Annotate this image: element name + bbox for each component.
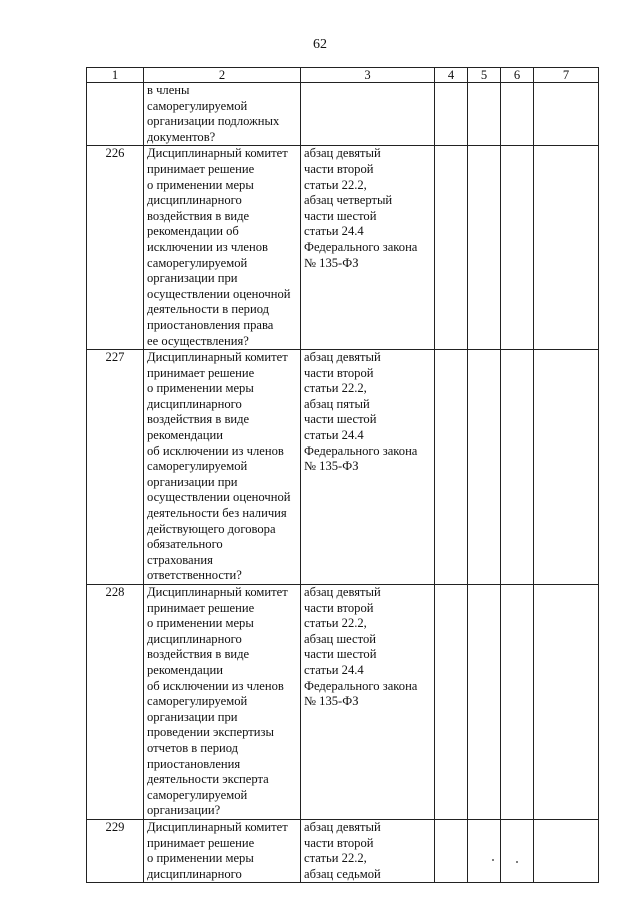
reference-line: части шестой bbox=[304, 208, 377, 223]
reference-cell bbox=[301, 819, 435, 882]
question-line: страхования bbox=[147, 552, 213, 567]
reference-line: статьи 22.2, bbox=[304, 381, 367, 396]
column-header: 4 bbox=[435, 68, 468, 83]
column-header: 2 bbox=[144, 68, 301, 83]
question-line: дисциплинарного bbox=[147, 866, 242, 881]
empty-cell bbox=[468, 350, 501, 585]
question-line: документов? bbox=[147, 129, 216, 144]
reference-line: части второй bbox=[304, 161, 374, 176]
question-line: исключении из членов bbox=[147, 239, 269, 254]
question-line: дисциплинарного bbox=[147, 631, 242, 646]
question-line: дисциплинарного bbox=[147, 193, 242, 208]
reference-line: абзац девятый bbox=[304, 146, 381, 161]
reference-line: абзац четвертый bbox=[304, 193, 393, 208]
question-line: об исключении из членов bbox=[147, 678, 284, 693]
empty-cell bbox=[435, 83, 468, 146]
empty-cell bbox=[435, 146, 468, 350]
empty-cell bbox=[501, 350, 534, 585]
question-line: саморегулируемой bbox=[147, 255, 248, 270]
question-line: организации? bbox=[147, 803, 221, 818]
question-line: действующего договора bbox=[147, 521, 276, 536]
question-line: принимает решение bbox=[147, 600, 255, 615]
question-cell bbox=[144, 83, 301, 146]
reference-cell bbox=[301, 585, 435, 820]
reference-cell bbox=[301, 350, 435, 585]
empty-cell bbox=[468, 585, 501, 820]
table-row bbox=[87, 146, 599, 350]
empty-cell bbox=[435, 819, 468, 882]
empty-cell bbox=[501, 585, 534, 820]
row-number: 229 bbox=[87, 819, 144, 882]
row-number bbox=[87, 83, 144, 146]
reference-line: части шестой bbox=[304, 647, 377, 662]
question-line: дисциплинарного bbox=[147, 396, 242, 411]
question-line: деятельности без наличия bbox=[147, 506, 287, 521]
empty-cell bbox=[468, 83, 501, 146]
question-line: ответственности? bbox=[147, 568, 242, 583]
question-line: саморегулируемой bbox=[147, 694, 248, 709]
column-header: 1 bbox=[87, 68, 144, 83]
empty-cell bbox=[534, 819, 599, 882]
column-header: 3 bbox=[301, 68, 435, 83]
reference-line: статьи 22.2, bbox=[304, 177, 367, 192]
table-body bbox=[87, 83, 599, 883]
reference-line: абзац девятый bbox=[304, 350, 381, 365]
row-number: 226 bbox=[87, 146, 144, 350]
table-row bbox=[87, 585, 599, 820]
reference-line: Федерального закона bbox=[304, 443, 418, 458]
question-line: об исключении из членов bbox=[147, 443, 284, 458]
reference-cell bbox=[301, 146, 435, 350]
question-line: деятельности в период bbox=[147, 302, 270, 317]
question-cell bbox=[144, 819, 301, 882]
reference-line: статьи 24.4 bbox=[304, 428, 364, 443]
question-line: воздействия в виде bbox=[147, 208, 250, 223]
question-line: принимает решение bbox=[147, 365, 255, 380]
empty-cell bbox=[534, 585, 599, 820]
reference-line: части второй bbox=[304, 600, 374, 615]
scan-speck bbox=[492, 859, 494, 861]
question-line: проведении экспертизы bbox=[147, 725, 274, 740]
question-line: Дисциплинарный комитет bbox=[147, 585, 288, 599]
question-cell bbox=[144, 350, 301, 585]
question-line: ее осуществления? bbox=[147, 333, 249, 348]
reference-line: № 135-ФЗ bbox=[304, 694, 359, 709]
reference-line: абзац девятый bbox=[304, 585, 381, 599]
question-line: отчетов в период bbox=[147, 740, 239, 755]
reference-line: абзац пятый bbox=[304, 396, 370, 411]
question-line: осуществлении оценочной bbox=[147, 286, 291, 301]
reference-line: части шестой bbox=[304, 412, 377, 427]
question-line: осуществлении оценочной bbox=[147, 490, 291, 505]
question-line: рекомендации bbox=[147, 662, 223, 677]
reference-line: статьи 24.4 bbox=[304, 662, 364, 677]
row-number: 228 bbox=[87, 585, 144, 820]
question-line: о применении меры bbox=[147, 381, 254, 396]
question-line: деятельности эксперта bbox=[147, 772, 269, 787]
requirements-table bbox=[86, 67, 599, 883]
header-row bbox=[87, 68, 599, 83]
table-row bbox=[87, 819, 599, 882]
question-line: саморегулируемой bbox=[147, 459, 248, 474]
column-header: 6 bbox=[501, 68, 534, 83]
question-line: рекомендации об bbox=[147, 224, 239, 239]
reference-line: абзац шестой bbox=[304, 631, 377, 646]
question-line: о применении меры bbox=[147, 177, 254, 192]
question-line: в члены bbox=[147, 83, 190, 97]
question-line: принимает решение bbox=[147, 835, 255, 850]
scan-speck bbox=[516, 861, 518, 863]
empty-cell bbox=[435, 350, 468, 585]
question-line: приостановления bbox=[147, 756, 241, 771]
question-line: организации при bbox=[147, 709, 238, 724]
question-line: саморегулируемой bbox=[147, 787, 248, 802]
question-line: саморегулируемой bbox=[147, 98, 248, 113]
reference-line: Федерального закона bbox=[304, 678, 418, 693]
reference-cell bbox=[301, 83, 435, 146]
reference-line: № 135-ФЗ bbox=[304, 459, 359, 474]
empty-cell bbox=[468, 819, 501, 882]
column-header: 7 bbox=[534, 68, 599, 83]
reference-line: статьи 22.2, bbox=[304, 851, 367, 866]
question-line: о применении меры bbox=[147, 851, 254, 866]
question-line: Дисциплинарный комитет bbox=[147, 819, 288, 834]
question-line: принимает решение bbox=[147, 161, 255, 176]
page-number: 62 bbox=[313, 37, 327, 52]
reference-line: абзац девятый bbox=[304, 819, 381, 834]
empty-cell bbox=[468, 146, 501, 350]
question-line: о применении меры bbox=[147, 616, 254, 631]
empty-cell bbox=[534, 83, 599, 146]
reference-line: абзац седьмой bbox=[304, 866, 381, 881]
reference-line: № 135-ФЗ bbox=[304, 255, 359, 270]
question-cell bbox=[144, 585, 301, 820]
row-number: 227 bbox=[87, 350, 144, 585]
empty-cell bbox=[534, 146, 599, 350]
reference-line: части второй bbox=[304, 365, 374, 380]
question-line: рекомендации bbox=[147, 428, 223, 443]
question-line: обязательного bbox=[147, 537, 223, 552]
question-line: Дисциплинарный комитет bbox=[147, 146, 288, 161]
empty-cell bbox=[435, 585, 468, 820]
reference-line: Федерального закона bbox=[304, 239, 418, 254]
empty-cell bbox=[501, 83, 534, 146]
reference-line: статьи 22.2, bbox=[304, 616, 367, 631]
table-row bbox=[87, 83, 599, 146]
question-line: Дисциплинарный комитет bbox=[147, 350, 288, 365]
question-line: организации при bbox=[147, 474, 238, 489]
question-line: воздействия в виде bbox=[147, 412, 250, 427]
question-line: организации при bbox=[147, 271, 238, 286]
empty-cell bbox=[534, 350, 599, 585]
table-row bbox=[87, 350, 599, 585]
reference-line: статьи 24.4 bbox=[304, 224, 364, 239]
column-header: 5 bbox=[468, 68, 501, 83]
empty-cell bbox=[501, 819, 534, 882]
question-line: организации подложных bbox=[147, 114, 280, 129]
reference-line: части второй bbox=[304, 835, 374, 850]
question-line: приостановления права bbox=[147, 317, 274, 332]
question-line: воздействия в виде bbox=[147, 647, 250, 662]
empty-cell bbox=[501, 146, 534, 350]
question-cell bbox=[144, 146, 301, 350]
